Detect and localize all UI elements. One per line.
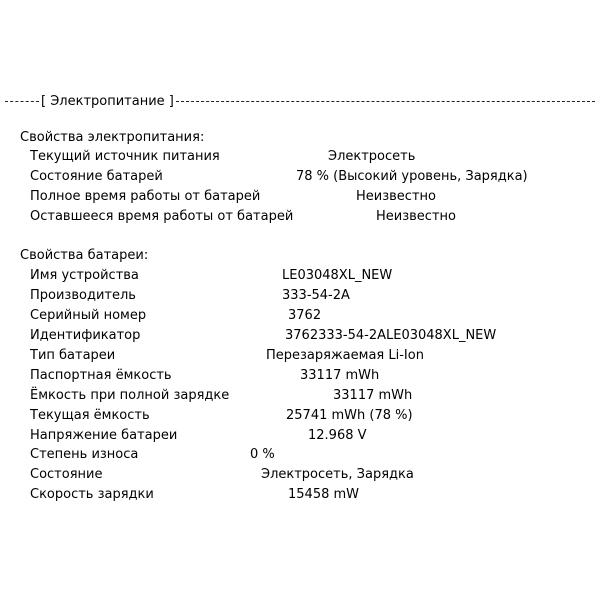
row-label: Паспортная ёмкость: [30, 368, 172, 383]
section-header-power: [5, 92, 595, 110]
power-row-battery-state: [30, 169, 590, 189]
row-label: Текущий источник питания: [30, 149, 220, 164]
row-value: Неизвестно: [356, 189, 436, 204]
row-label: Серийный номер: [30, 308, 147, 323]
battery-row-full-charge-capacity: [30, 388, 590, 408]
header-title: [ Электропитание ]: [41, 93, 174, 109]
row-label: Полное время работы от батарей: [30, 189, 261, 204]
battery-row-manufacturer: [30, 288, 590, 308]
row-value: 15458 mW: [288, 487, 360, 502]
header-left-dashes: [5, 101, 39, 102]
row-label: Степень износа: [30, 447, 139, 462]
row-value: 3762333-54-2ALE03048XL_NEW: [285, 328, 497, 343]
row-label: Идентификатор: [30, 328, 141, 343]
battery-row-status: [30, 467, 590, 487]
battery-row-wear-level: [30, 447, 590, 467]
battery-row-device-name: [30, 268, 590, 288]
header-right-dashes: [176, 101, 595, 102]
row-label: Состояние: [30, 467, 103, 482]
row-value: LE03048XL_NEW: [282, 268, 393, 283]
power-row-full-time: [30, 189, 590, 209]
power-properties-title: Свойства электропитания:: [20, 130, 205, 145]
battery-row-serial: [30, 308, 590, 328]
row-label: Ёмкость при полной зарядке: [30, 388, 230, 403]
battery-row-type: [30, 348, 590, 368]
row-label: Скорость зарядки: [30, 487, 154, 502]
row-label: Производитель: [30, 288, 136, 303]
power-row-source: [30, 149, 590, 169]
row-value: 78 % (Высокий уровень, Зарядка): [296, 169, 528, 184]
row-value: Перезаряжаемая Li-Ion: [266, 348, 424, 363]
row-value: 333-54-2A: [282, 288, 350, 303]
row-value: 33117 mWh: [333, 388, 413, 403]
row-label: Напряжение батареи: [30, 428, 178, 443]
row-value: 33117 mWh: [300, 368, 380, 383]
row-value: Неизвестно: [376, 209, 456, 224]
row-label: Текущая ёмкость: [30, 408, 150, 423]
row-value: Электросеть: [328, 149, 416, 164]
battery-properties-title: Свойства батареи:: [20, 248, 149, 263]
row-label: Имя устройства: [30, 268, 139, 283]
battery-row-design-capacity: [30, 368, 590, 388]
row-value: 12.968 V: [308, 428, 367, 443]
battery-row-identifier: [30, 328, 590, 348]
battery-row-voltage: [30, 428, 590, 448]
row-value: 25741 mWh (78 %): [286, 408, 413, 423]
power-row-remaining-time: [30, 209, 590, 229]
row-label: Состояние батарей: [30, 169, 163, 184]
battery-row-current-capacity: [30, 408, 590, 428]
row-value: 0 %: [250, 447, 275, 462]
row-label: Оставшееся время работы от батарей: [30, 209, 294, 224]
row-value: Электросеть, Зарядка: [261, 467, 414, 482]
row-value: 3762: [288, 308, 322, 323]
row-label: Тип батареи: [30, 348, 116, 363]
battery-row-charge-rate: [30, 487, 590, 507]
